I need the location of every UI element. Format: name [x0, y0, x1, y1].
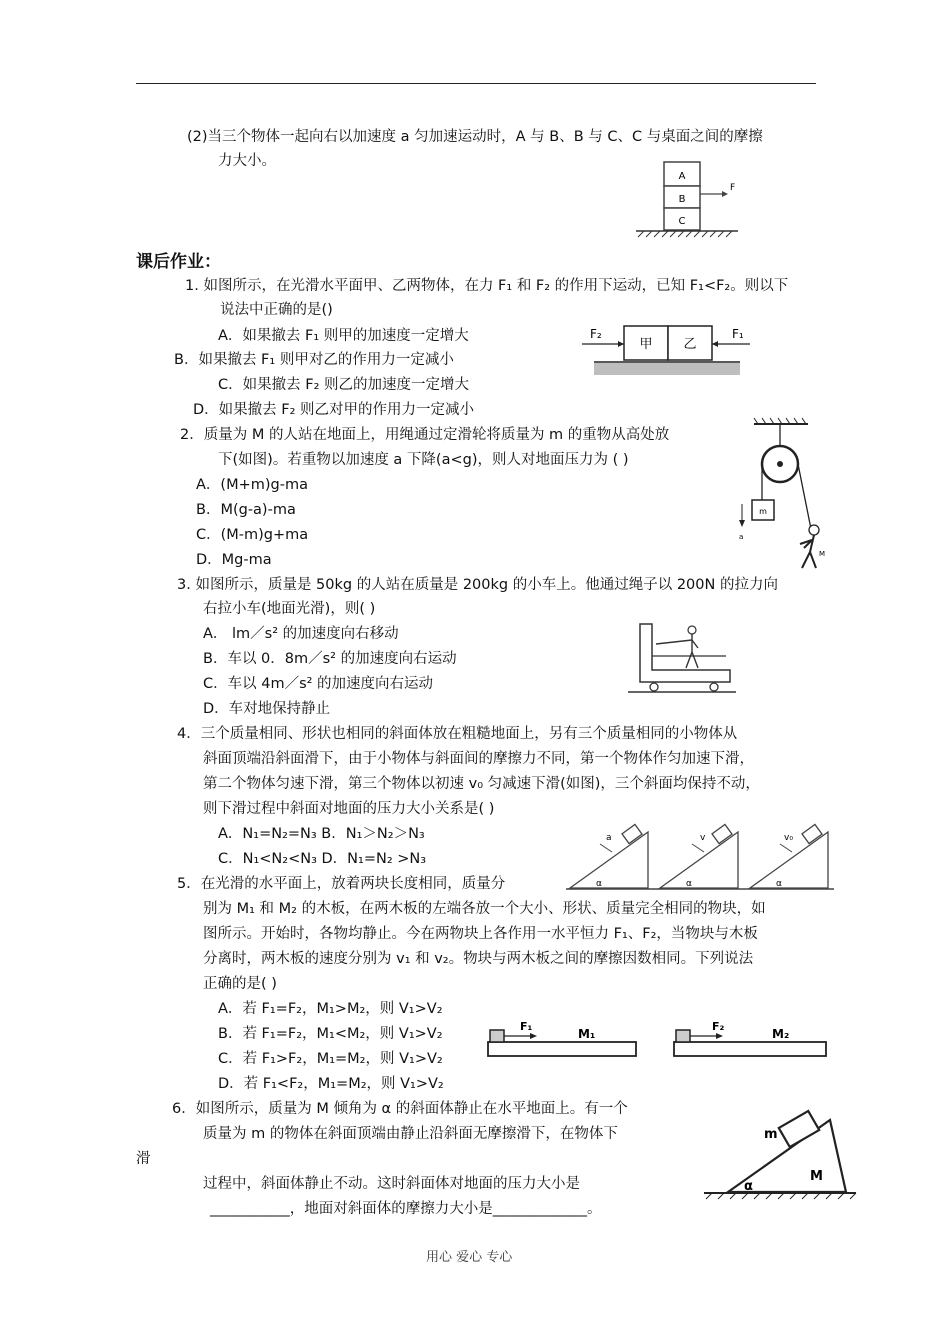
force-arrowhead — [722, 191, 728, 197]
q-prev-line1: (2)当三个物体一起向右以加速度 a 匀加速运动时，A 与 B、B 与 C、C 与桌面之间的摩擦 — [187, 129, 763, 145]
pulley-axle — [777, 461, 783, 467]
f1-arrowhead — [712, 341, 718, 347]
q4-line4: 则下滑过程中斜面对地面的压力大小关系是( ) — [203, 801, 495, 817]
q3-line2: 右拉小车(地面光滑)，则( ) — [203, 601, 376, 617]
q1-line1: 1. 如图所示，在光滑水平面甲、乙两物体，在力 F₁ 和 F₂ 的作用下运动，已知 F₁<F₂。则以下 — [185, 278, 789, 294]
person-head — [809, 525, 819, 535]
header-rule — [136, 83, 816, 84]
q4-options-row2: C．N₁<N₂<N₃ D．N₁=N₂ >N₃ — [218, 851, 427, 867]
cart-body — [640, 624, 730, 682]
q6-line3: 过程中，斜面体静止不动。这时斜面体对地面的压力大小是 — [203, 1176, 580, 1192]
q5-line2: 别为 M₁ 和 M₂ 的木板，在两木板的左端各放一个大小、形状、质量完全相同的物块，如 — [203, 901, 766, 917]
svg-text:M₁: M₁ — [578, 1027, 596, 1041]
q6-line1: 6．如图所示，质量为 M 倾角为 α 的斜面体静止在水平地面上。有一个 — [172, 1101, 628, 1117]
q5-option-d: D．若 F₁<F₂，M₁=M₂，则 V₁>V₂ — [218, 1076, 444, 1092]
label-m: m — [759, 507, 767, 516]
q5-option-a: A．若 F₁=F₂，M₁>M₂，则 V₁>V₂ — [218, 1001, 443, 1017]
rope-right — [798, 464, 812, 534]
svg-text:F₁: F₁ — [520, 1020, 533, 1033]
stacked-blocks-figure — [630, 160, 750, 242]
q5-line4: 分离时，两木板的速度分别为 v₁ 和 v₂。物块与两木板之间的摩擦因数相同。下列说法 — [203, 951, 754, 967]
cart-wheel-left — [650, 683, 658, 691]
label-a: a — [739, 533, 744, 541]
svg-text:M₂: M₂ — [772, 1027, 790, 1041]
label-c: C — [678, 216, 686, 227]
cart-wheel-right — [710, 683, 718, 691]
label-jia: 甲 — [639, 337, 653, 352]
svg-text:α: α — [686, 879, 692, 889]
svg-text:v₀: v₀ — [784, 833, 793, 843]
q3-option-b: B．车以 0．8m／s² 的加速度向右运动 — [203, 651, 457, 667]
q1-option-d: D．如果撤去 F₂ 则乙对甲的作用力一定减小 — [193, 402, 475, 418]
q5-line5: 正确的是( ) — [203, 976, 277, 992]
q1-option-c: C．如果撤去 F₂ 则乙的加速度一定增大 — [218, 377, 469, 393]
f2-arrowhead — [618, 341, 624, 347]
label-m: m — [764, 1127, 778, 1142]
q6-wrap: 滑 — [136, 1151, 151, 1167]
label-f2: F₂ — [590, 327, 602, 341]
ground-hatch — [638, 231, 732, 237]
q3-cart-figure — [626, 620, 738, 700]
q2-line1: 2．质量为 M 的人站在地面上，用绳通过定滑轮将质量为 m 的重物从高处放 — [180, 427, 670, 443]
incline-3 — [750, 824, 828, 889]
person-head — [688, 626, 696, 634]
q5-line3: 图所示。开始时，各物均静止。今在两物块上各作用一水平恒力 F₁、F₂，当物块与木板 — [203, 926, 758, 942]
q5-boards-figure — [482, 1018, 842, 1064]
label-alpha: α — [744, 1179, 753, 1194]
label-M: M — [819, 550, 826, 558]
q3-option-d: D．车对地保持静止 — [203, 701, 331, 717]
q5-option-b: B．若 F₁=F₂，M₁<M₂，则 V₁>V₂ — [218, 1026, 443, 1042]
q1-ground-hatch — [594, 363, 740, 375]
q5-option-c: C．若 F₁>F₂，M₁=M₂，则 V₁>V₂ — [218, 1051, 443, 1067]
svg-text:F₂: F₂ — [712, 1020, 725, 1033]
q-prev-line2: 力大小。 — [218, 153, 276, 169]
svg-text:α: α — [776, 879, 782, 889]
q2-option-a: A．(M+m)g-ma — [196, 477, 308, 493]
person-body — [656, 634, 698, 668]
q1-line2: 说法中正确的是() — [220, 302, 333, 318]
q6-line2: 质量为 m 的物体在斜面顶端由静止沿斜面无摩擦滑下，在物体下 — [203, 1126, 618, 1142]
label-a: A — [678, 171, 686, 182]
q6-incline-figure — [700, 1104, 860, 1200]
svg-text:α: α — [596, 879, 602, 889]
q4-options-row1: A．N₁=N₂=N₃ B．N₁＞N₂＞N₃ — [218, 826, 425, 842]
q2-pulley-figure — [730, 416, 830, 576]
q5-line1: 5．在光滑的水平面上，放着两块长度相同，质量分 — [177, 876, 506, 892]
q4-line1: 4．三个质量相同、形状也相同的斜面体放在粗糙地面上，另有三个质量相同的小物体从 — [177, 726, 738, 742]
person-body — [800, 535, 816, 568]
q1-option-a: A．如果撤去 F₁ 则甲的加速度一定增大 — [218, 328, 469, 344]
q2-option-c: C．(M-m)g+ma — [196, 527, 309, 543]
label-f1: F₁ — [732, 327, 744, 341]
q2-option-d: D．Mg-ma — [196, 552, 272, 568]
label-b: B — [678, 194, 686, 205]
q4-line2: 斜面顶端沿斜面滑下，由于小物体与斜面间的摩擦力不同，第一个物体作匀加速下滑， — [203, 751, 754, 767]
q2-option-b: B．M(g-a)-ma — [196, 502, 296, 518]
q3-line1: 3. 如图所示，质量是 50kg 的人站在质量是 200kg 的小车上。他通过绳子以 200N 的拉力向 — [177, 577, 778, 593]
q4-inclines-figure — [566, 820, 836, 892]
board-2-assembly — [674, 1020, 826, 1056]
q1-option-b: B．如果撤去 F₁ 则甲对乙的作用力一定减小 — [174, 352, 454, 368]
q6-line4: ___________，地面对斜面体的摩擦力大小是_____________。 — [210, 1201, 602, 1217]
q3-option-c: C．车以 4m／s² 的加速度向右运动 — [203, 676, 434, 692]
incline-2 — [660, 824, 738, 889]
incline-1 — [570, 824, 648, 889]
svg-text:a: a — [606, 833, 612, 843]
board-1-assembly — [488, 1020, 636, 1056]
q1-figure — [580, 320, 750, 382]
label-force: F — [730, 183, 736, 193]
q2-line2: 下(如图)。若重物以加速度 a 下降(a<g)，则人对地面压力为 ( ) — [218, 452, 629, 468]
q4-line3: 第二个物体匀速下滑，第三个物体以初速 v₀ 匀减速下滑(如图)，三个斜面均保持不动， — [203, 776, 760, 792]
label-yi: 乙 — [683, 337, 697, 352]
q3-option-a: A． lm／s² 的加速度向右移动 — [203, 626, 399, 642]
label-M: M — [810, 1169, 823, 1184]
accel-arrowhead — [739, 520, 745, 527]
section-title: 课后作业： — [136, 252, 221, 272]
page-footer: 用心 爱心 专心 — [426, 1250, 513, 1265]
svg-text:v: v — [700, 833, 706, 843]
